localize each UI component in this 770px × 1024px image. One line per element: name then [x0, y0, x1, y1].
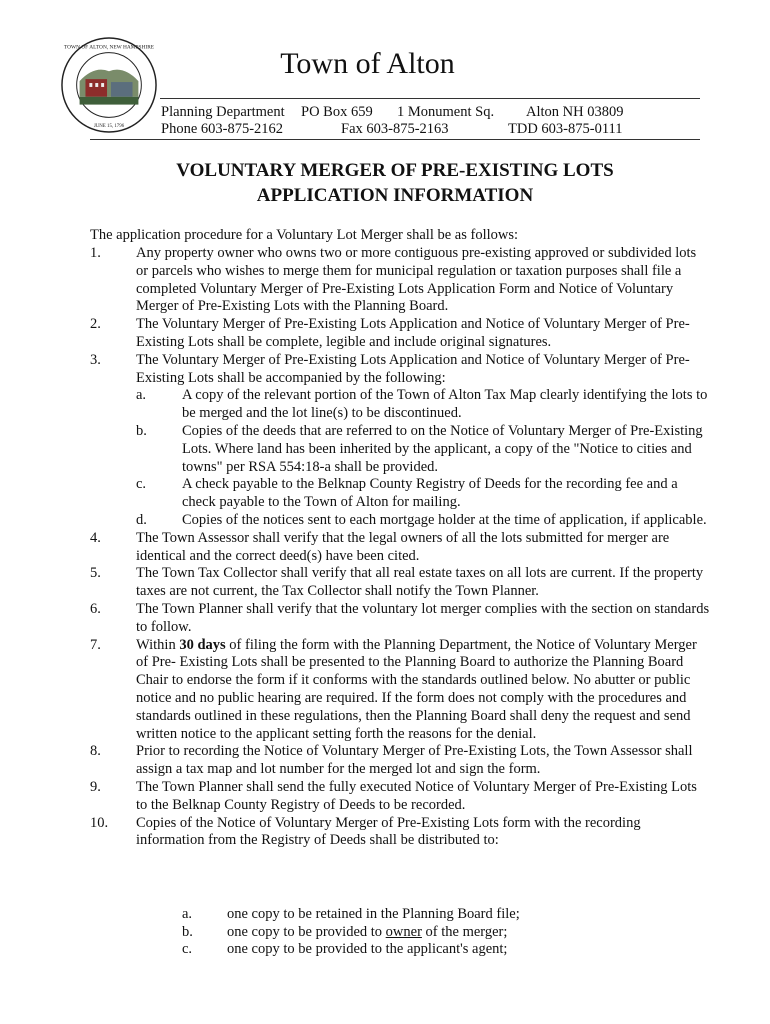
distribution-text: one copy to be provided to: [227, 923, 386, 940]
town-title: Town of Alton: [280, 47, 455, 80]
intro-paragraph: The application procedure for a Voluntary Lot Merger shall be as follows:: [90, 227, 519, 243]
owner-underlined: owner: [385, 923, 422, 940]
subitem-letter: a.: [136, 387, 147, 404]
item-text: Any property owner who owns two or more contiguous pre-existing approved or subdivided lots or parcels who wishes to merge them for municipal regulation or taxation purposes shall file a completed Voluntary Merger of Pre-Existing Lots Application Form and Notice of Voluntary Merger of Pre-Existing Lots with the Planning Board.: [136, 245, 697, 315]
distribution-letter: b.: [182, 923, 193, 940]
subitem-text: A copy of the relevant portion of the Town of Alton Tax Map clearly identifying the lots to be merged and the lot line(s) to be discontinued.: [182, 387, 708, 422]
title-line-2: APPLICATION INFORMATION: [256, 185, 534, 206]
list-item: [90, 743, 710, 779]
subitem-text: Copies of the deeds that are referred to on the Notice of Voluntary Merger of Pre-Existing Lots. Where land has been inherited by the applicant, a copy of the "Notice to cities and towns" per RSA 554:18-a shall be provided.: [182, 422, 703, 475]
distribution-item: [182, 924, 520, 942]
header-divider-top: [160, 98, 700, 99]
deadline-emphasis: 30 days: [179, 636, 226, 653]
distribution-text: one copy to be provided to the applicant's agent;: [227, 941, 508, 957]
item-text-prefix: Within: [136, 636, 180, 653]
svg-text:TOWN OF ALTON, NEW HAMPSHIRE: TOWN OF ALTON, NEW HAMPSHIRE: [63, 44, 155, 51]
po-box: PO Box 659: [301, 104, 373, 120]
item-text: of filing the form with the Planning Department, the Notice of Voluntary Merger of Pre- Existing Lots shall be presented to the Planning Board to authorize the Planning Board Chair to endorse the form if it conforms with the standards outlined below. No abutter or public notice and no public hearing are required. If the form does not comply with the procedures and standards outlined in these regulations, then the Planning Board shall deny the request and send written notice to the applicant setting forth the reasons for the denial.: [136, 636, 697, 742]
city-zip: Alton NH 03809: [526, 104, 624, 120]
item-number: 10.: [90, 814, 109, 831]
item-number: 6.: [90, 600, 101, 617]
subitem-letter: b.: [136, 422, 147, 439]
svg-text:JUNE 15, 1796: JUNE 15, 1796: [93, 124, 125, 130]
item-number: 9.: [90, 778, 101, 795]
subitem-letter: c.: [136, 476, 147, 493]
list-item: [90, 637, 710, 744]
item-text: Copies of the Notice of Voluntary Merger of Pre-Existing Lots form with the recording information from the Registry of Deeds shall be distributed to:: [136, 814, 641, 849]
sublist-item: [136, 423, 710, 476]
distribution-item: [182, 906, 520, 924]
item-text: The Voluntary Merger of Pre-Existing Lots Application and Notice of Voluntary Merger of Pre-Existing Lots shall be complete, legible and include original signatures.: [136, 316, 690, 350]
item-text: The Town Planner shall verify that the voluntary lot merger complies with the section on standards to follow.: [136, 600, 710, 635]
procedure-list: [90, 245, 710, 850]
attachments-sublist: [136, 387, 710, 529]
list-item: [90, 352, 710, 530]
fax-number: Fax 603-875-2163: [341, 121, 449, 137]
sublist-item: [136, 512, 710, 530]
list-item: [90, 565, 710, 601]
list-item: [90, 245, 710, 316]
subitem-text: A check payable to the Belknap County Registry of Deeds for the recording fee and a check payable to the Town of Alton for mailing.: [182, 476, 678, 511]
distribution-list: [182, 906, 520, 959]
department: Planning Department: [161, 104, 285, 120]
item-number: 3.: [90, 351, 101, 368]
sublist-item: [136, 387, 710, 423]
distribution-item: [182, 941, 520, 959]
sublist-item: [136, 476, 710, 512]
item-text: The Town Tax Collector shall verify that all real estate taxes on all lots are current. If the property taxes are not current, the Tax Collector shall notify the Town Planner.: [136, 565, 704, 600]
item-number: 1.: [90, 245, 101, 261]
item-text: Prior to recording the Notice of Voluntary Merger of Pre-Existing Lots, the Town Assessor shall assign a tax map and lot number for the merged lot and sign the form.: [136, 743, 693, 778]
item-number: 5.: [90, 565, 101, 582]
item-number: 4.: [90, 529, 101, 546]
item-number: 8.: [90, 743, 101, 760]
distribution-letter: c.: [182, 941, 193, 957]
subitem-text: Copies of the notices sent to each mortgage holder at the time of application, if applicable.: [182, 511, 707, 528]
list-item: [90, 530, 710, 566]
document-title: [90, 158, 700, 208]
list-item: [90, 316, 710, 352]
list-item: [90, 779, 710, 815]
item-text: The Voluntary Merger of Pre-Existing Lots Application and Notice of Voluntary Merger of Pre-Existing Lots shall be accompanied by the following:: [136, 351, 690, 386]
title-line-1: VOLUNTARY MERGER OF PRE-EXISTING LOTS: [176, 160, 614, 181]
subitem-letter: d.: [136, 511, 147, 528]
header-divider-bottom: [90, 139, 700, 140]
phone-number: Phone 603-875-2162: [161, 121, 284, 137]
tdd-number: TDD 603-875-0111: [508, 121, 623, 137]
town-seal-logo: [60, 36, 158, 134]
item-number: 7.: [90, 636, 101, 653]
street-address: 1 Monument Sq.: [397, 104, 495, 120]
list-item: [90, 601, 710, 637]
distribution-text-suffix: of the merger;: [421, 923, 508, 940]
distribution-letter: a.: [182, 906, 193, 922]
item-number: 2.: [90, 316, 101, 333]
item-text: The Town Assessor shall verify that the legal owners of all the lots submitted for merger are identical and the correct deed(s) have been cited.: [136, 529, 670, 564]
distribution-text: one copy to be retained in the Planning Board file;: [227, 906, 520, 922]
item-text: The Town Planner shall send the fully executed Notice of Voluntary Merger of Pre-Existing Lots to the Belknap County Registry of Deeds to be recorded.: [136, 778, 697, 813]
list-item: [90, 815, 710, 851]
